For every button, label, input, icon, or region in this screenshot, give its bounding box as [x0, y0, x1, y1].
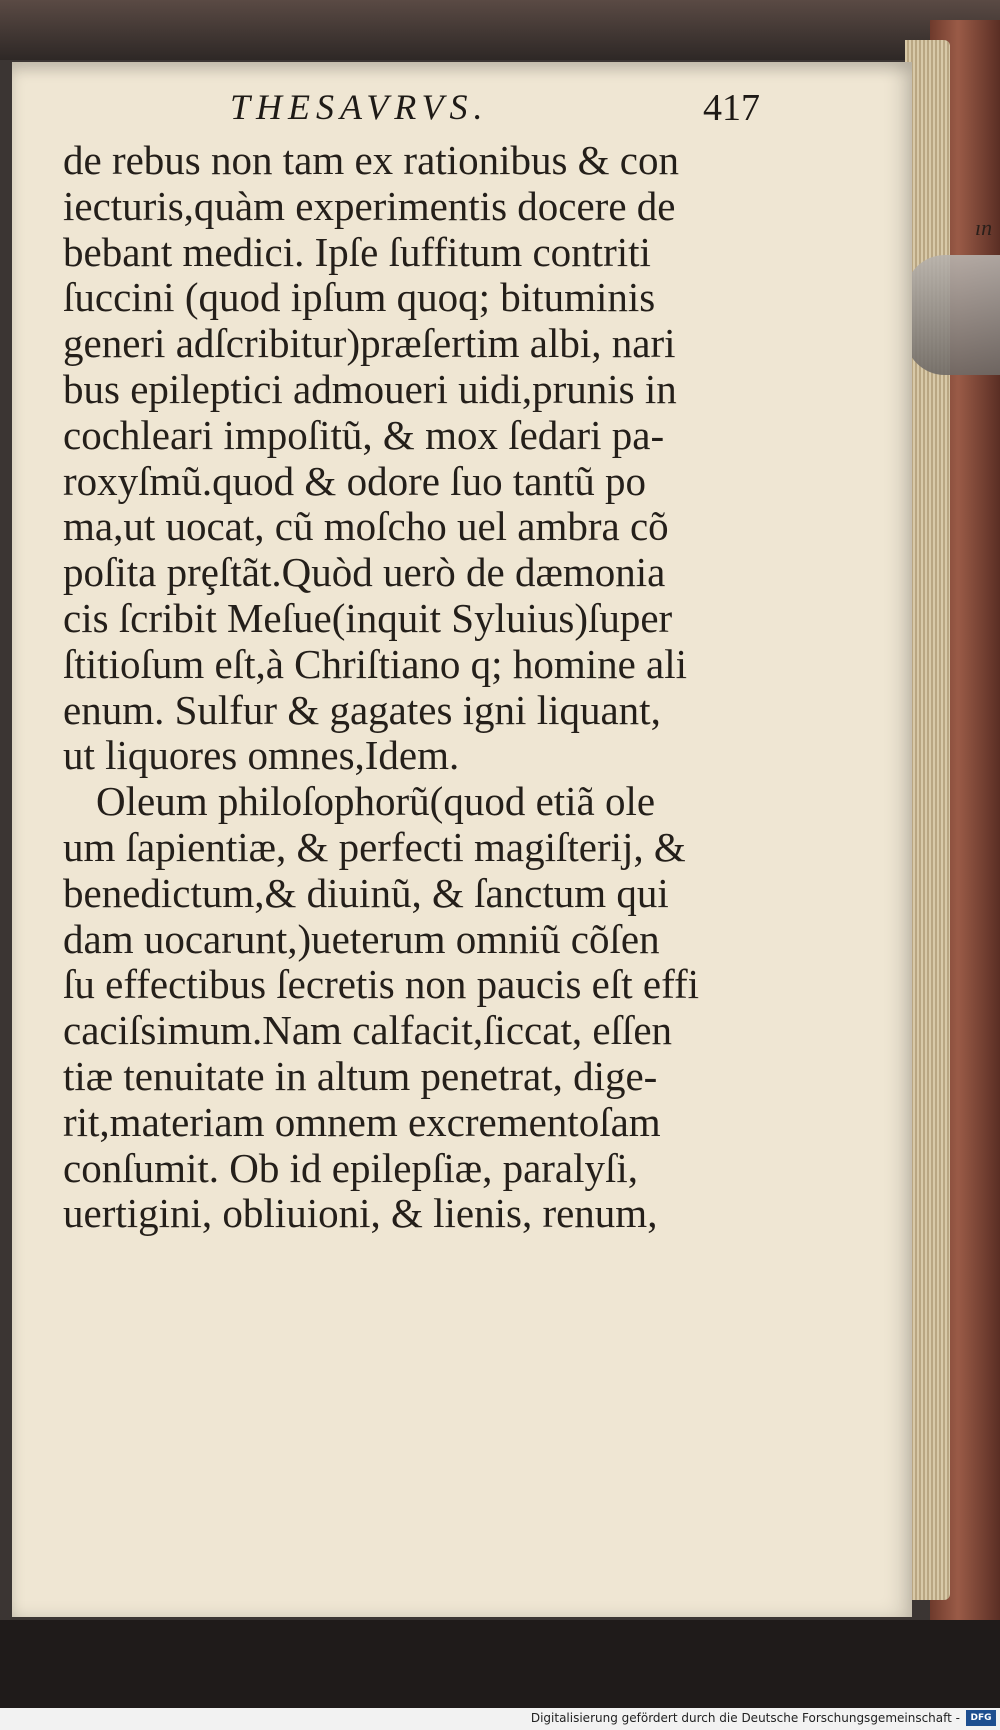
text-line: enum. Sulfur & gagates igni liquant, [63, 686, 661, 733]
paragraph-start-line: Oleum philoſophorũ(quod etiã ole [96, 778, 656, 825]
text-line: bebant medici. Ipſe ſuffitum contriti [63, 228, 651, 275]
text-line: ſtitioſum eſt,à Chriſtiano q; homine ali [63, 640, 688, 687]
text-line: benedictum,& diuinũ, & ſanctum qui [63, 869, 669, 916]
funding-credit: Digitalisierung gefördert durch die Deutsche Forschungsgemeinschaft - [530, 1711, 960, 1725]
text-line: cochleari impoſitũ, & mox ſedari pa- [63, 411, 665, 458]
dfg-logo: DFG [966, 1710, 996, 1726]
text-line: conſumit. Ob id epilepſiæ, paralyſi, [63, 1144, 639, 1191]
text-line: ma,ut uocat, cũ moſcho uel ambra cõ [63, 503, 669, 550]
text-line: de rebus non tam ex rationibus & con [63, 137, 680, 183]
text-line: bus epileptici admoueri uidi,prunis in [63, 365, 677, 412]
body-text [63, 138, 763, 1368]
text-line: uertigini, obliuioni, & lienis, renum, [63, 1190, 658, 1237]
text-line: ſuccini (quod ipſum quoq; bituminis [63, 274, 656, 321]
text-line: tiæ tenuitate in altum penetrat, dige- [63, 1052, 658, 1099]
text-line: caciſsimum.Nam calfacit,ſiccat, eſſen [63, 1007, 673, 1054]
holding-clip [905, 255, 1000, 375]
text-line: dam uocarunt,)ueterum omniũ cõſen [63, 915, 660, 962]
text-line: generi adſcribitur)præſertim albi, nari [63, 320, 676, 367]
book-cover-top [0, 0, 1000, 60]
text-line: cis ſcribit Meſue(inquit Syluius)ſuper [63, 594, 673, 641]
text-line: ſu effectibus ſecretis non paucis eſt effi [63, 961, 700, 1008]
text-line: iecturis,quàm experimentis docere de [63, 182, 676, 229]
page-header [220, 82, 760, 132]
running-head: THESAVRVS. [230, 87, 489, 127]
text-line: rit,materiam omnem excrementoſam [63, 1098, 661, 1145]
text-line: roxyſmũ.quod & odore ſuo tantũ po [63, 457, 647, 504]
text-line: ut liquores omnes,Idem. [63, 732, 460, 779]
margin-mark: ın [975, 215, 993, 240]
page-number: 417 [703, 87, 760, 129]
text-line: poſita prȩſtãt.Quòd uerò de dæmonia [63, 549, 666, 596]
text-line: um ſapientiæ, & perfecti magiſterij, & [63, 823, 686, 870]
digitization-footer [0, 1708, 1000, 1730]
